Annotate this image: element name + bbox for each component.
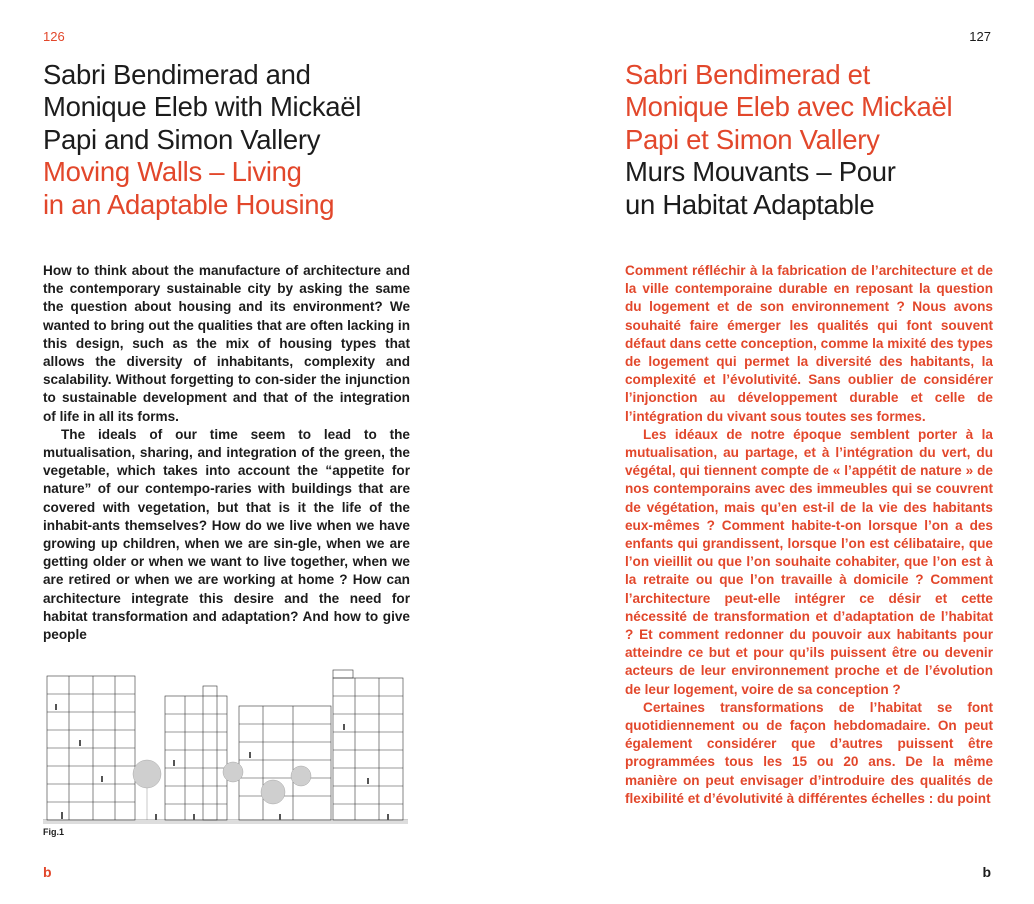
title-main-line-1: Moving Walls – Living [43,156,302,188]
title-main-line-1: Murs Mouvants – Pour [625,156,896,188]
title-authors-line-2: Monique Eleb avec Mickaël [625,91,953,123]
paragraph: How to think about the manufacture of architecture and the contemporary sustainable city by asking the same the question about housing and its environment? We wanted to bring out the qualities that are often lacking in this design, such as the mix of housing types that allows the diversity of inhabitants, complexity and scalability. Without forgetting to con-sider the injunction to sustainable development and that of the integration of life in all its forms. [43,263,410,424]
french-title [625,59,1025,221]
title-main-line-2: un Habitat Adaptable [625,188,875,220]
footer-mark-left: b [43,864,52,880]
footer-mark-right: b [982,864,991,880]
page-number-left: 126 [43,29,65,44]
paragraph: Comment réfléchir à la fabrication de l’architecture et de la ville contemporaine durable en reposant la question du logement et de son environnement ? Nous avons souhaité faire émerger les qualités qui font souvent défaut dans cette conception, comme la mixité des types de logement qui permet la diversité des habitants, la complexité et l’évolutivité. Sans oublier de considérer l’injonction au développement durable et celle de l’intégration du vivant sous toutes ses formes. [625,263,993,424]
paragraph: The ideals of our time seem to lead to the mutualisation, sharing, and integration of the green, the vegetable, which takes into account the “appetite for nature” of our contempo-raries with buildings that are covered with vegetation, but that is it the life of the inhabit-ants themselves? How do we live when we have growing up children, when we are sin-gle, when we are getting older or when we want to live together, when we are retired or when we are working at home ? How can architecture integrate this desire and the need for habitat transformation and adaptation? And how to give people [43,426,410,643]
paragraph: Certaines transformations de l’habitat se font quotidiennement ou de façon hebdomadaire. On peut également considérer que d’autres puissent être programmées tous les 15 ou 20 ans. De la même manière on peut envisager d’introduire des qualités de flexibilité et d’évolutivité à différentes échelles : du point [625,699,993,806]
title-main-line-2: in an Adaptable Housing [43,188,335,220]
english-body-text [43,262,410,644]
figure-caption: Fig.1 [43,827,65,837]
title-authors-line-3: Papi and Simon Vallery [43,123,321,155]
french-body-text [625,262,993,808]
building-section-drawing [43,664,408,824]
english-title [43,59,483,221]
paragraph: Les idéaux de notre époque semblent porter à la mutualisation, au partage, et à l’intégration du vert, du végétal, qui tiennent compte de « l’appétit de nature » de nos contemporains avec des immeubles qui se couvrent de végétation, mais qu’en est-il de la vie des habitants eux-mêmes ? Comment habite-t-on lorsque l’on a des enfants qui grandissent, lorsque l’on est célibataire, que l’on vieillit ou que l’on souhaite cohabiter, que l’on est à la retraite ou que l’on travaille à domicile ? Comment l’architecture peut-elle intégrer ce désir et cette nécessité de transformation et d’adaptation de l’habitat ? Et comment redonner du pouvoir aux habitants pour atteindre ce but et pour qu’ils puissent être ou devenir acteurs de leur environnement proche et de l’évolution de leur logement, voire de sa conception ? [625,426,993,697]
title-authors-line-2: Monique Eleb with Mickaël [43,91,362,123]
title-authors-line-1: Sabri Bendimerad and [43,59,311,90]
title-authors-line-1: Sabri Bendimerad et [625,59,870,90]
page-number-right: 127 [969,29,991,44]
right-page [517,0,1034,904]
title-authors-line-3: Papi et Simon Vallery [625,123,880,155]
